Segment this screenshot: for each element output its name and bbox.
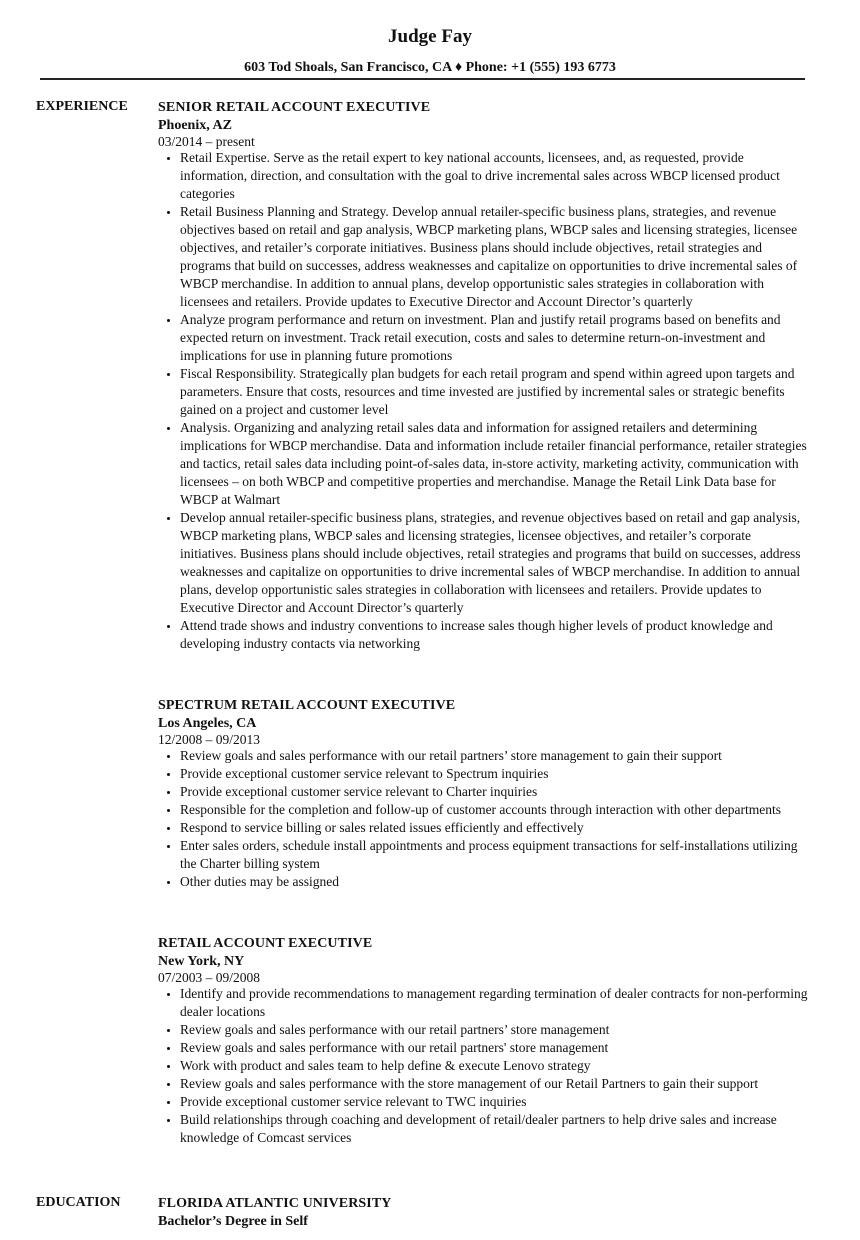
bullet-item: • Responsible for the completion and follow-up of customer accounts through interaction with other departments xyxy=(180,801,810,819)
school-name: FLORIDA ATLANTIC UNIVERSITY xyxy=(158,1196,392,1211)
experience-label: EXPERIENCE xyxy=(36,99,128,114)
bullet-item: • Retail Business Planning and Strategy. Develop annual retailer-specific business plans, strategies, and revenue objectives based on retail and gap analysis, WBCP marketing plans, WBCP sales and licensing strategies, licensee objectives, and retailer’s corporate initiatives. Business plans should include objectives, retail strategies and programs that build on successes, address weaknesses and capitalize on opportunities to drive incremental sales of WBCP merchandise. In addition to annual plans, develop opportunistic sales strategies in collaboration with licensees and retailers. Provide updates to Executive Director and Account Director’s quarterly xyxy=(180,203,810,311)
bullet-item: • Work with product and sales team to help define & execute Lenovo strategy xyxy=(180,1057,810,1075)
bullet-item: • Review goals and sales performance with our retail partners' store management xyxy=(180,1039,810,1057)
bullet-item: • Review goals and sales performance with the store management of our Retail Partners to gain their support xyxy=(180,1075,810,1093)
job-entry xyxy=(158,697,810,891)
job-bullets xyxy=(158,747,810,891)
bullet-item: • Develop annual retailer-specific business plans, strategies, and revenue objectives based on retail and gap analysis, WBCP marketing plans, WBCP sales and licensing strategies, licensee objectives, and retailer’s corporate initiatives. Business plans should include objectives, retail strategies and programs that build on successes, address weaknesses and capitalize on opportunities to drive incremental sales of WBCP merchandise. In addition to annual plans, develop opportunistic sales strategies in collaboration with licensees and retailers. Provide updates to Executive Director and Account Director’s quarterly xyxy=(180,509,810,617)
job-dates: 03/2014 – present xyxy=(158,134,255,149)
job-dates: 12/2008 – 09/2013 xyxy=(158,732,261,747)
bullet-item: • Identify and provide recommendations to management regarding termination of dealer contracts for non-performing dealer locations xyxy=(180,985,810,1021)
job-bullets xyxy=(158,985,810,1147)
bullet-item: • Fiscal Responsibility. Strategically plan budgets for each retail program and spend within agreed upon targets and parameters. Ensure that costs, resources and time invested are justified by incremental sales or strategic benefits gained on a project and customer level xyxy=(180,365,810,419)
job-dates: 07/2003 – 09/2008 xyxy=(158,970,261,985)
education-label: EDUCATION xyxy=(36,1195,121,1210)
bullet-item: • Respond to service billing or sales related issues efficiently and effectively xyxy=(180,819,810,837)
contact-line: 603 Tod Shoals, San Francisco, CA ♦ Phone: +1 (555) 193 6773 xyxy=(244,60,616,75)
bullet-item: • Attend trade shows and industry conventions to increase sales though higher levels of product knowledge and developing industry contacts via networking xyxy=(180,617,810,653)
job-title: SPECTRUM RETAIL ACCOUNT EXECUTIVE xyxy=(158,698,456,713)
bullet-item: • Provide exceptional customer service relevant to TWC inquiries xyxy=(180,1093,810,1111)
bullet-item: • Other duties may be assigned xyxy=(180,873,810,891)
bullet-item: • Provide exceptional customer service relevant to Charter inquiries xyxy=(180,783,810,801)
job-location: Phoenix, AZ xyxy=(158,118,232,133)
bullet-item: • Analysis. Organizing and analyzing retail sales data and information for assigned retailers and determining implications for WBCP merchandise. Data and information include retailer financial performance, retailer strategies and tactics, retail sales data including point-of-sales data, in-store activity, marketing activity, communication with licensees – on both WBCP and competitive properties and merchandise. Manage the Retail Link Data base for WBCP at Walmart xyxy=(180,419,810,509)
job-location: Los Angeles, CA xyxy=(158,716,257,731)
resume-name: Judge Fay xyxy=(388,26,472,47)
job-bullets xyxy=(158,149,810,653)
job-entry xyxy=(158,935,810,1147)
job-title: RETAIL ACCOUNT EXECUTIVE xyxy=(158,936,373,951)
bullet-item: • Review goals and sales performance with our retail partners’ store management to gain their support xyxy=(180,747,810,765)
bullet-item: • Enter sales orders, schedule install appointments and process equipment transactions for self-installations utilizing the Charter billing system xyxy=(180,837,810,873)
degree: Bachelor’s Degree in Self xyxy=(158,1214,308,1229)
bullet-item: • Build relationships through coaching and development of retail/dealer partners to help drive sales and increase knowledge of Comcast services xyxy=(180,1111,810,1147)
header-divider xyxy=(40,78,805,80)
job-entry xyxy=(158,99,810,653)
bullet-item: • Provide exceptional customer service relevant to Spectrum inquiries xyxy=(180,765,810,783)
bullet-item: • Review goals and sales performance with our retail partners’ store management xyxy=(180,1021,810,1039)
bullet-item: • Retail Expertise. Serve as the retail expert to key national accounts, licensees, and, as requested, provide information, direction, and consultation with the goal to drive incremental sales across WBCP licensed product categories xyxy=(180,149,810,203)
education-entry xyxy=(158,1195,810,1230)
job-location: New York, NY xyxy=(158,954,245,969)
bullet-item: • Analyze program performance and return on investment. Plan and justify retail programs based on benefits and expected return on investment. Track retail execution, costs and sales to determine return-on-investment and implications for use in planning future promotions xyxy=(180,311,810,365)
job-title: SENIOR RETAIL ACCOUNT EXECUTIVE xyxy=(158,100,431,115)
